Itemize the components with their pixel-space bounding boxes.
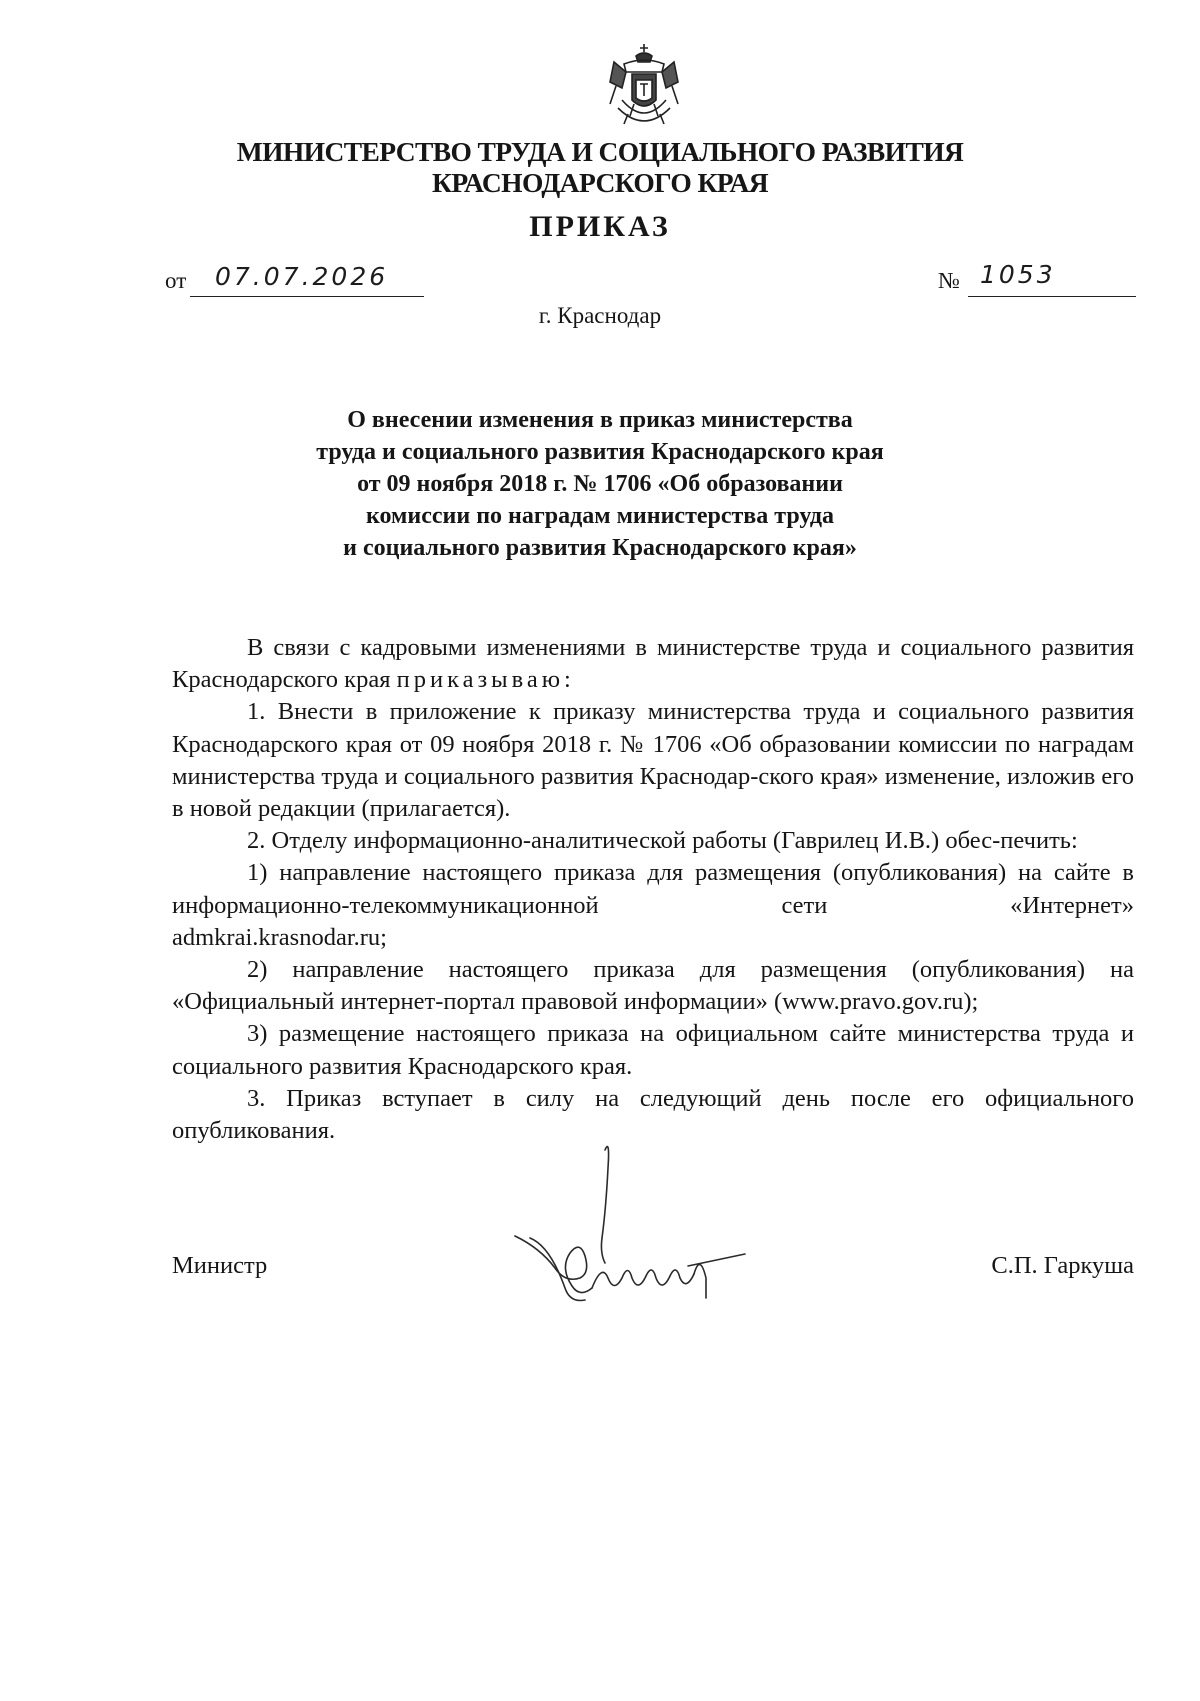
ministry-name xyxy=(0,136,1200,198)
ministry-line-2: КРАСНОДАРСКОГО КРАЯ xyxy=(431,167,769,198)
paragraph-2-1: 1) направление настоящего приказа для размещения (опубликования) на сайте в информационно-телекоммуникационной сети «Интернет» xyxy=(172,859,1134,919)
city: г. Краснодар xyxy=(538,303,662,328)
paragraph-2-1-site: admkrai.krasnodar.ru; xyxy=(172,923,387,951)
number-underline xyxy=(968,296,1136,297)
intro-text: В связи с кадровыми изменениями в министерстве труда и социального развития Краснодарского края xyxy=(172,634,1134,694)
document-title xyxy=(0,404,1200,564)
date-underline xyxy=(190,296,424,297)
paragraph-3: 3. Приказ вступает в силу на следующий день после его официального опубликования. xyxy=(172,1084,1134,1145)
signatory-name: С.П. Гаркуша xyxy=(991,1252,1134,1279)
intro-paragraph xyxy=(172,632,1134,696)
date-prefix: от xyxy=(165,268,187,293)
title-line: труда и социального развития Краснодарского края xyxy=(316,439,884,465)
title-line: комиссии по наградам министерства труда xyxy=(366,503,834,529)
signatory-position: Министр xyxy=(172,1252,268,1279)
document-body xyxy=(172,632,1134,1147)
number-prefix: № xyxy=(938,268,960,293)
paragraph-2-2: 2) направление настоящего приказа для размещения (опубликования) на «Официальный интернет-портал правовой информации» (www.pravo.gov.ru); xyxy=(172,956,1134,1016)
order-verb: приказываю: xyxy=(396,666,575,694)
ministry-line-1: МИНИСТЕРСТВО ТРУДА И СОЦИАЛЬНОГО РАЗВИТИЯ xyxy=(236,136,964,167)
coat-of-arms-icon xyxy=(604,42,684,130)
number-value: 1053 xyxy=(980,260,1056,289)
paragraph-2: 2. Отделу информационно-аналитической работы (Гаврилец И.В.) обес-печить: xyxy=(247,827,1078,855)
title-line: и социального развития Краснодарского края» xyxy=(343,535,857,561)
date-value: 07.07.2026 xyxy=(215,262,389,291)
paragraph-2-3: 3) размещение настоящего приказа на официальном сайте министерства труда и социального развития Краснодарского края. xyxy=(172,1020,1134,1080)
order-heading: ПРИКАЗ xyxy=(529,210,671,243)
title-line: от 09 ноября 2018 г. № 1706 «Об образовании xyxy=(357,471,843,497)
handwritten-signature xyxy=(510,1128,760,1328)
title-line: О внесении изменения в приказ министерства xyxy=(347,407,853,433)
paragraph-1: 1. Внести в приложение к приказу министерства труда и социального развития Краснодарского края от 09 ноября 2018 г. № 1706 «Об образовании комиссии по наградам министерства труда и социального развития Краснодар-ского края» изменение, изложив его в новой редакции (прилагается). xyxy=(172,698,1134,823)
